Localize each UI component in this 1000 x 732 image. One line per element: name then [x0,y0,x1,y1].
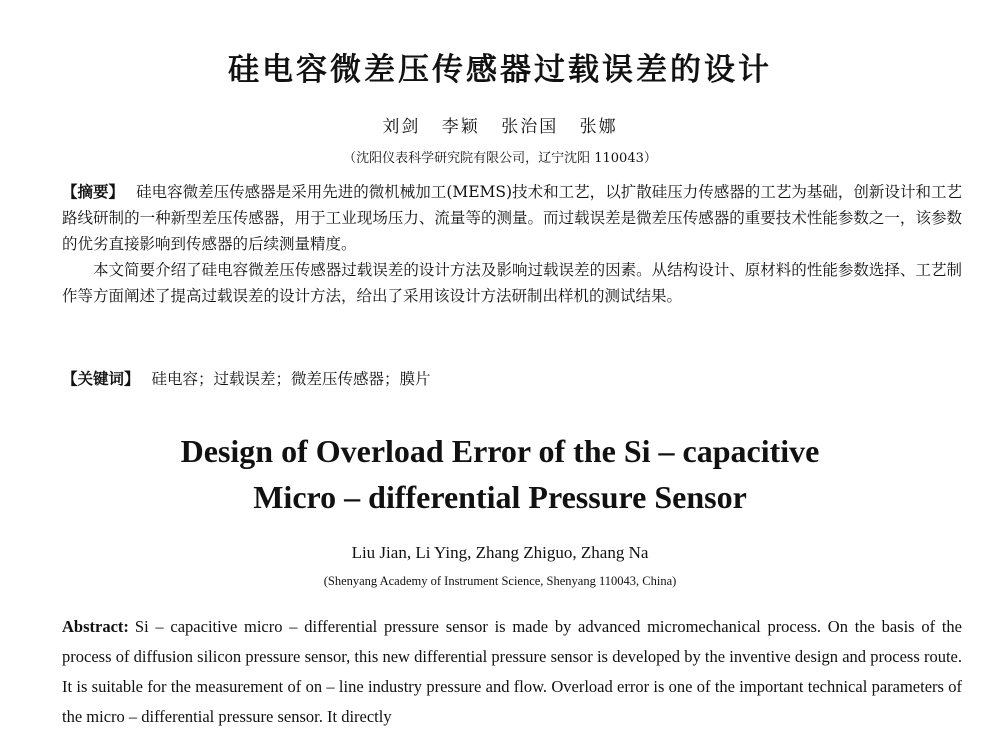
chinese-abstract-paragraph-2: 本文简要介绍了硅电容微差压传感器过载误差的设计方法及影响过载误差的因素。从结构设计、原材料的性能参数选择、工艺制作等方面阐述了提高过载误差的设计方法，给出了采用该设计方法研制出样机的测试结果。 [62,261,962,305]
chinese-abstract-text-1: 硅电容微差压传感器是采用先进的微机械加工(MEMS)技术和工艺，以扩散硅压力传感器的工艺为基础，创新设计和工艺路线研制的一种新型差压传感器，用于工业现场压力、流量等的测量。而过载误差是微差压传感器的重要技术性能参数之一，该参数的优劣直接影响到传感器的后续测量精度。 [62,183,962,253]
chinese-abstract-label: 【摘要】 [62,183,125,201]
english-abstract-text: Si – capacitive micro – differential pressure sensor is made by advanced micromechanical process. On the basis of the process of diffusion silicon pressure sensor, this new differential pressure sensor is developed by the inventive design and process route. It is suitable for the measurement of on – line industry pressure and flow. Overload error is one of the important technical parameters of the micro – differential pressure sensor. It directly [62,617,962,726]
chinese-keywords-label: 【关键词】 [62,370,140,388]
chinese-affiliation: （沈阳仪表科学研究院有限公司，辽宁沈阳 110043） [343,151,657,166]
english-title-line-1: Design of Overload Error of the Si – capacitive [180,433,820,469]
english-title [0,428,1000,520]
english-authors: Liu Jian, Li Ying, Zhang Zhiguo, Zhang Na [351,543,649,562]
chinese-keywords-text: 硅电容；过载误差；微差压传感器；膜片 [151,370,431,388]
chinese-title: 硅电容微差压传感器过载误差的设计 [228,52,772,88]
english-title-line-2: Micro – differential Pressure Sensor [253,479,747,515]
chinese-abstract [62,179,962,309]
chinese-abstract-paragraph-1 [62,179,962,257]
english-affiliation: (Shenyang Academy of Instrument Science, Shenyang 110043, China) [323,574,677,588]
english-abstract-label: Abstract: [62,617,129,636]
chinese-keywords [62,366,962,392]
chinese-authors: 刘剑 李颖 张治国 张娜 [382,117,618,137]
english-abstract [62,612,962,732]
